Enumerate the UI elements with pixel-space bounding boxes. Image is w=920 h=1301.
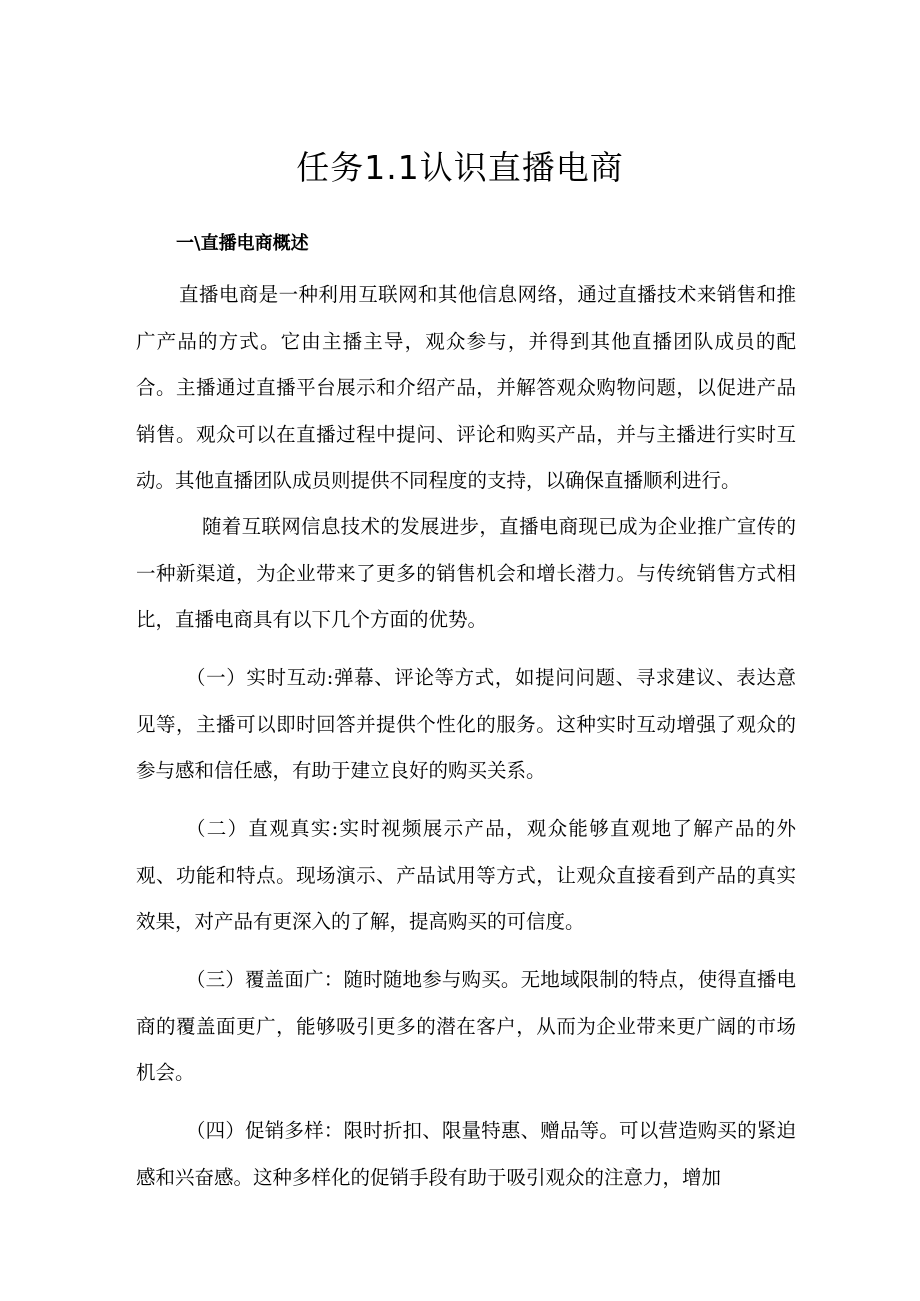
paragraph-overview: 直播电商是一种利用互联网和其他信息网络，通过直播技术来销售和推广产品的方式。它由主播主导，观众参与，并得到其他直播团队成员的配合。主播通过直播平台展示和介绍产品，并解答观众购物问题，以促进产品销售。观众可以在直播过程中提问、评论和购买产品，并与主播进行实时互动。其他直播团队成员则提供不同程度的支持，以确保直播顺利进行。 (136, 283, 796, 492)
paragraph-intuitive-authentic: （二）直观真实:实时视频展示产品，观众能够直观地了解产品的外观、功能和特点。现场演示、产品试用等方式，让观众直接看到产品的真实效果，对产品有更深入的了解，提高购买的可信度。 (136, 817, 796, 933)
section-heading: 一\直播电商概述 (176, 233, 309, 254)
paragraph-advantages-intro: 随着互联网信息技术的发展进步，直播电商现已成为企业推广宣传的一种新渠道，为企业带来了更多的销售机会和增长潜力。与传统销售方式相比，直播电商具有以下几个方面的优势。 (136, 515, 796, 631)
paragraph-realtime-interaction: （一）实时互动:弹幕、评论等方式，如提问问题、寻求建议、表达意见等，主播可以即时回答并提供个性化的服务。这种实时互动增强了观众的参与感和信任感，有助于建立良好的购买关系。 (136, 666, 796, 782)
paragraph-diverse-promotions: （四）促销多样：限时折扣、限量特惠、赠品等。可以营造购买的紧迫感和兴奋感。这种多样化的促销手段有助于吸引观众的注意力，增加 (136, 1119, 796, 1189)
page-title: 任务1.1认识直播电商 (296, 148, 624, 187)
paragraph-wide-coverage: （三）覆盖面广：随时随地参与购买。无地域限制的特点，使得直播电商的覆盖面更广，能够吸引更多的潜在客户，从而为企业带来更广阔的市场机会。 (136, 968, 796, 1084)
